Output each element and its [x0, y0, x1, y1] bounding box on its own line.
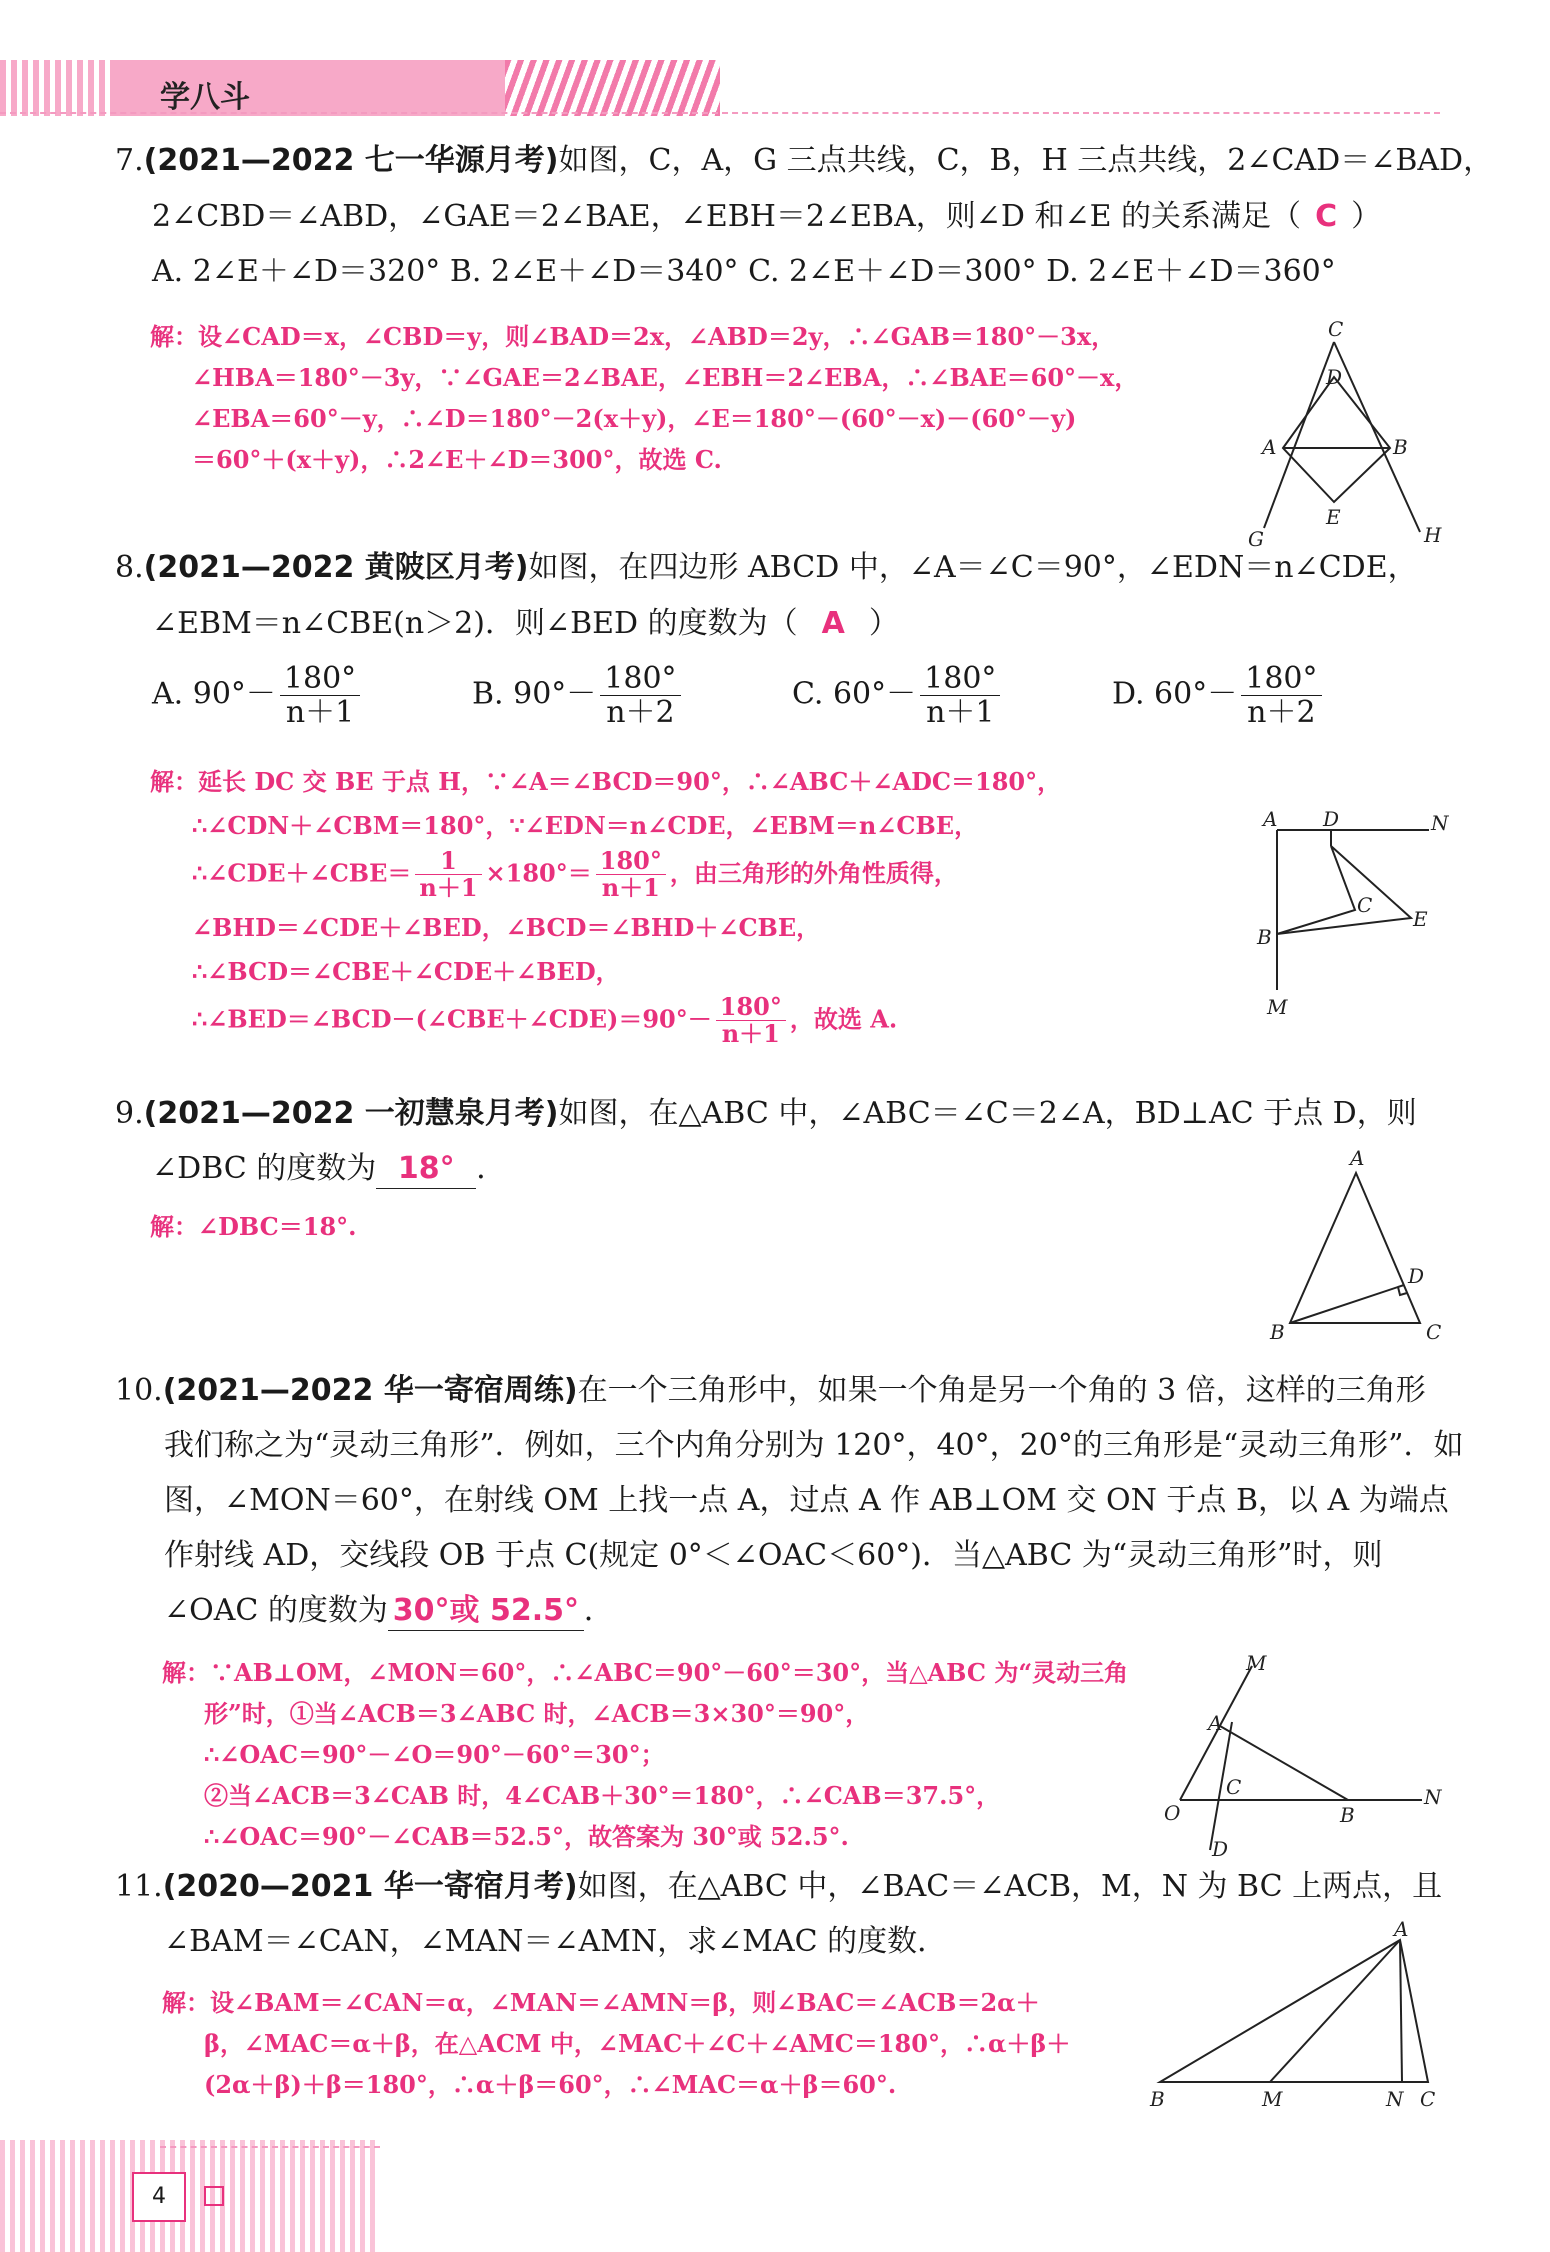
q7-figure: [1230, 310, 1470, 550]
q8-solution-line: ∴∠BED＝∠BCD－(∠CBE＋∠CDE)＝90°－ $\frac{180^\circ}{n+1}$ ，故选 A.: [192, 992, 898, 1049]
q10-line4: 作射线 AD，交线段 OB 于点 C(规定 0°＜∠OAC＜60°)．当△ABC 为“灵动三角形”时，则: [164, 1538, 1383, 1573]
q7-label-D: D: [1326, 365, 1343, 389]
q8-solution-line: ∴∠BCD＝∠CBE＋∠CDE＋∠BED，: [192, 957, 620, 986]
q10-solution-line: ∴∠OAC＝90°－∠O＝90°－60°＝30°；: [204, 1740, 665, 1769]
q8-source: (2021—2022 黄陂区月考): [143, 550, 529, 585]
q8-solution-line: ∴∠CDN＋∠CBM＝180°，∵∠EDN＝n∠CDE，∠EBM＝n∠CBE，: [192, 811, 979, 840]
q8-solution-line: ∠BHD＝∠CDE＋∠BED，∠BCD＝∠BHD＋∠CBE，: [192, 913, 821, 942]
q8-option-b: B. 90°－ $\frac{180^\circ}{n+2}$: [472, 662, 685, 729]
q7-line1: 7.(2021—2022 七一华源月考)如图，C，A，G 三点共线，C，B，H 三点共线，2∠CAD＝∠BAD，: [115, 143, 1494, 178]
q8-solution-line: ∴∠CDE＋∠CBE＝ $\frac{1}{n+1}$ ×180°＝ $\frac{180^\circ}{n+1}$ ，由三角形的外角性质得，: [192, 846, 958, 903]
q7-solution: [150, 316, 1138, 480]
q10-solution-line: 形”时，①当∠ACB＝3∠ABC 时，∠ACB＝3×30°＝90°，: [204, 1699, 870, 1728]
q7-solution-line: ∠EBA＝60°－y，∴∠D＝180°－2(x＋y)，∠E＝180°－(60°－x)－(60°－y): [192, 404, 1077, 433]
q9-answer: 18°: [397, 1151, 455, 1186]
q10-line3: 图，∠MON＝60°，在射线 OM 上找一点 A，过点 A 作 AB⊥OM 交 ON 于点 B，以 A 为端点: [164, 1483, 1449, 1518]
q8-label-M: M: [1267, 995, 1288, 1019]
q11-solution-line: β，∠MAC＝α＋β，在△ACM 中，∠MAC＋∠C＋∠AMC＝180°，∴α＋β＋: [204, 2029, 1071, 2058]
q8-solution: [150, 760, 1061, 1052]
q10-label-M: M: [1246, 1652, 1267, 1675]
q10-solution-line: ②当∠ACB＝3∠CAB 时，4∠CAB＋30°＝180°，∴∠CAB＝37.5°，: [204, 1781, 1001, 1810]
q7-solution-line: ∠HBA＝180°－3y，∵∠GAE＝2∠BAE，∠EBH＝2∠EBA，∴∠BAE＝60°－x，: [192, 363, 1139, 392]
header-band-stripes: [505, 60, 720, 116]
q10-solution-line: 解：∵AB⊥OM，∠MON＝60°，∴∠ABC＝90°－60°＝30°，当△ABC 为“灵动三角: [162, 1658, 1129, 1687]
q7-label-H: H: [1424, 523, 1442, 547]
q11-line2: ∠BAM＝∠CAN，∠MAN＝∠AMN，求∠MAC 的度数．: [164, 1924, 948, 1959]
q9-source: (2021—2022 一初慧泉月考): [143, 1096, 559, 1131]
q8-label-B: B: [1257, 925, 1272, 949]
q7-source: (2021—2022 七一华源月考): [143, 143, 559, 178]
q8-option-c: C. 60°－ $\frac{180^\circ}{n+1}$: [792, 662, 1004, 729]
q10-label-A: A: [1208, 1711, 1223, 1735]
q8-shape-BCDE: [1277, 846, 1411, 934]
q11-solution-line: (2α＋β)＋β＝180°，∴α＋β＝60°，∴∠MAC＝α＋β＝60°.: [204, 2070, 897, 2099]
q11-label-B: B: [1150, 2087, 1165, 2111]
q7-label-E: E: [1326, 505, 1341, 529]
q11-label-M: M: [1262, 2087, 1283, 2111]
q8-option-a: A. 90°－ $\frac{180^\circ}{n+1}$: [152, 662, 364, 729]
q9-line1: 9.(2021—2022 一初慧泉月考)如图，在△ABC 中，∠ABC＝∠C＝2∠A，BD⊥AC 于点 D，则: [115, 1096, 1417, 1131]
q9-label-B: B: [1270, 1320, 1285, 1344]
q10-label-B: B: [1340, 1803, 1355, 1827]
q11-triangle-ABC: [1160, 1940, 1428, 2082]
q11-figure: [1140, 1920, 1460, 2120]
q11-label-N: N: [1386, 2087, 1404, 2111]
q10-line2: 我们称之为“灵动三角形”．例如，三个内角分别为 120°，40°，20°的三角形是“灵动三角形”．如: [164, 1428, 1464, 1463]
q8-label-E: E: [1413, 907, 1428, 931]
header-band: [0, 60, 720, 116]
q7-label-C: C: [1328, 317, 1344, 341]
footer-band: [0, 2140, 380, 2252]
q10-label-D: D: [1212, 1837, 1229, 1861]
q11-line-AN: [1400, 1940, 1402, 2082]
q7-line2: 2∠CBD＝∠ABD，∠GAE＝2∠BAE，∠EBH＝2∠EBA，则∠D 和∠E 的关系满足（ C ）: [152, 199, 1382, 234]
q8-figure: [1245, 800, 1455, 1025]
q10-line1: 10.(2021—2022 华一寄宿周练)在一个三角形中，如果一个角是另一个角的 3 倍，这样的三角形: [115, 1373, 1426, 1408]
header-divider: [0, 112, 1440, 114]
q7-answer: C: [1315, 199, 1338, 234]
q9-label-D: D: [1408, 1264, 1425, 1288]
q8-answer: A: [821, 606, 845, 641]
q11-solution: [162, 1982, 1070, 2105]
q10-line5: ∠OAC 的度数为 30°或 52.5° ．: [164, 1592, 614, 1631]
q8-solution-line: 解：延长 DC 交 BE 于点 H，∵∠A＝∠BCD＝90°，∴∠ABC＋∠ADC＝180°，: [150, 767, 1062, 796]
q8-label-C: C: [1357, 893, 1373, 917]
q8-label-D: D: [1323, 807, 1340, 831]
q11-line1: 11.(2020—2021 华一寄宿月考)如图，在△ABC 中，∠BAC＝∠ACB，M，N 为 BC 上两点，且: [115, 1869, 1443, 1904]
q10-answer: 30°或 52.5°: [392, 1593, 579, 1628]
q8-label-N: N: [1431, 811, 1449, 835]
header-title: 学八斗: [160, 80, 250, 115]
q7-options: A. 2∠E＋∠D＝320° B. 2∠E＋∠D＝340° C. 2∠E＋∠D＝300° D. 2∠E＋∠D＝360°: [152, 254, 1336, 289]
q8-option-d: D. 60°－ $\frac{180^\circ}{n+2}$: [1112, 662, 1326, 729]
q7-label-B: B: [1393, 435, 1408, 459]
q9-label-A: A: [1350, 1146, 1365, 1170]
q10-figure: [1160, 1652, 1450, 1862]
q10-label-N: N: [1424, 1785, 1442, 1809]
q9-line-BD: [1290, 1285, 1404, 1323]
q10-source: (2021—2022 华一寄宿周练): [162, 1373, 578, 1408]
q10-solution: [162, 1652, 1128, 1857]
q8-line1: 8.(2021—2022 黄陂区月考)如图，在四边形 ABCD 中，∠A＝∠C＝90°，∠EDN＝n∠CDE，: [115, 550, 1418, 585]
q8-line2: ∠EBM＝n∠CBE(n＞2)．则∠BED 的度数为（ A ）: [152, 606, 899, 641]
q7-label-A: A: [1262, 435, 1277, 459]
q7-quad-ADBE: [1283, 377, 1390, 502]
q9-solution: 解：∠DBC＝18°.: [150, 1212, 357, 1241]
q11-label-C: C: [1420, 2087, 1436, 2111]
page-number: 4: [132, 2172, 186, 2222]
q7-label-G: G: [1248, 527, 1264, 550]
q11-label-A: A: [1394, 1920, 1409, 1941]
footer-divider: [160, 2146, 380, 2148]
q11-line-AM: [1270, 1940, 1400, 2082]
q11-source: (2020—2021 华一寄宿月考): [162, 1869, 578, 1904]
q9-figure: [1260, 1145, 1460, 1345]
q9-label-C: C: [1426, 1320, 1442, 1344]
q10-label-O: O: [1164, 1801, 1181, 1825]
q8-label-A: A: [1263, 807, 1278, 831]
q10-solution-line: ∴∠OAC＝90°－∠CAB＝52.5°，故答案为 30°或 52.5°.: [204, 1822, 849, 1851]
q7-solution-line: ＝60°＋(x＋y)，∴2∠E＋∠D＝300°，故选 C.: [192, 445, 722, 474]
page-marker-square: [204, 2186, 224, 2206]
q7-solution-line: 解：设∠CAD＝x，∠CBD＝y，则∠BAD＝2x，∠ABD＝2y，∴∠GAB＝180°－3x，: [150, 322, 1116, 351]
q10-label-C: C: [1226, 1775, 1242, 1799]
q11-solution-line: 解：设∠BAM＝∠CAN＝α，∠MAN＝∠AMN＝β，则∠BAC＝∠ACB＝2α＋: [162, 1988, 1040, 2017]
q9-line2: ∠DBC 的度数为 18° ．: [152, 1150, 506, 1189]
